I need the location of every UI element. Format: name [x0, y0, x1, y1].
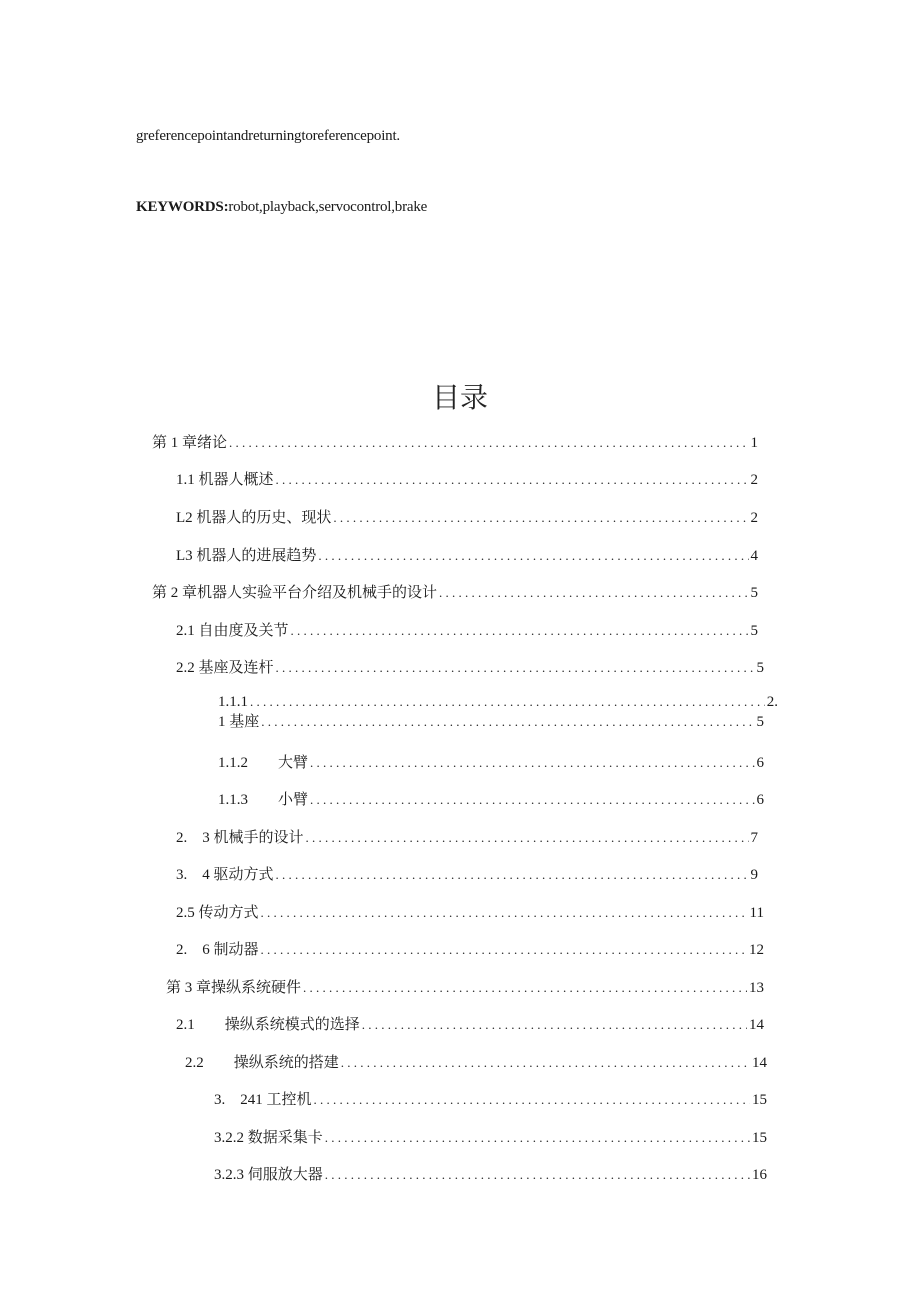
toc-entry-label: L3 机器人的进展趋势: [176, 548, 317, 564]
toc-entry[interactable]: [214, 1088, 767, 1109]
toc-entry-label: 2.5 传动方式: [176, 905, 259, 921]
toc-entry[interactable]: [176, 544, 758, 565]
keywords-line: [136, 199, 427, 216]
toc-entry[interactable]: [214, 1126, 767, 1147]
toc-entry-page: 14: [749, 1017, 764, 1033]
toc-leader: [318, 548, 748, 564]
toc-entry-page: 2: [750, 510, 758, 526]
toc-entry[interactable]: [176, 938, 764, 959]
toc-entry-page: 5: [750, 623, 758, 639]
toc-entry-label: 2. 6 制动器: [176, 942, 259, 958]
toc-entry[interactable]: [218, 788, 764, 809]
toc-entry[interactable]: [176, 863, 758, 884]
toc-entry-page: 1: [750, 435, 758, 451]
toc-entry-label: 2.2 基座及连杆: [176, 660, 274, 676]
keywords-label: KEYWORDS:: [136, 199, 229, 215]
toc-title: 目录: [431, 381, 488, 414]
toc-entry[interactable]: [185, 1051, 767, 1072]
toc-leader: [362, 1017, 747, 1033]
toc-entry-label: 1.1.3 小臂: [218, 792, 309, 808]
toc-entry[interactable]: [176, 826, 758, 847]
toc-entry-page: 13: [749, 980, 764, 996]
toc-leader: [341, 1055, 750, 1071]
toc-entry[interactable]: [214, 1163, 767, 1184]
toc-entry-wrapped[interactable]: [218, 692, 778, 732]
toc-entry-label: 第 3 章操纵系统硬件: [166, 980, 302, 996]
toc-entry-page: 6: [756, 792, 764, 808]
toc-entry-label: 2. 3 机械手的设计: [176, 830, 304, 846]
toc-leader: [325, 1130, 750, 1146]
toc-entry-page: 5: [756, 660, 764, 676]
toc-entry-page: 14: [752, 1055, 767, 1071]
toc-leader: [325, 1167, 750, 1183]
toc-entry[interactable]: [176, 1013, 764, 1034]
toc-entry-label: 1.1.2 大臂: [218, 755, 309, 771]
toc-entry-label: 2.1 操纵系统模式的选择: [176, 1017, 360, 1033]
toc-entry-page: 7: [750, 830, 758, 846]
toc-entry-page: 15: [752, 1130, 767, 1146]
abstract-tail-text: greferencepointandreturningtoreferencepoint.: [136, 128, 400, 144]
toc-entry-label: 第 2 章机器人实验平台介绍及机械手的设计: [152, 585, 438, 601]
toc-entry-page: 2: [750, 472, 758, 488]
toc-entry[interactable]: [176, 506, 758, 527]
toc-leader: [439, 585, 748, 601]
toc-leader: [306, 830, 749, 846]
toc-entry-label: 2.2 操纵系统的搭建: [185, 1055, 339, 1071]
toc-entry-label: 1.1.1: [218, 694, 248, 710]
toc-leader: [261, 942, 747, 958]
toc-entry-page: 11: [749, 905, 764, 921]
toc-entry[interactable]: [152, 581, 758, 602]
toc-leader: [276, 660, 755, 676]
toc-leader: [310, 792, 754, 808]
toc-leader: [261, 712, 754, 732]
toc-entry-label: 1.1 机器人概述: [176, 472, 274, 488]
toc-leader: [229, 435, 748, 451]
toc-leader: [333, 510, 748, 526]
toc-entry[interactable]: [176, 656, 764, 677]
toc-entry-page: 2.: [766, 694, 778, 710]
toc-entry-label: 3.2.3 伺服放大器: [214, 1167, 323, 1183]
toc-entry-label: 第 1 章绪论: [152, 435, 228, 451]
toc-entry-page: 5: [756, 714, 764, 730]
toc-entry[interactable]: [176, 468, 758, 489]
keywords-value: robot,playback,servocontrol,brake: [228, 199, 428, 215]
toc-entry-label: 1 基座: [218, 714, 260, 730]
toc-entry[interactable]: [176, 619, 758, 640]
toc-leader: [276, 472, 749, 488]
toc-entry[interactable]: [176, 901, 764, 922]
toc-leader: [261, 905, 748, 921]
toc-leader: [250, 692, 765, 712]
toc-entry-page: 16: [752, 1167, 767, 1183]
toc-entry-label: 3.2.2 数据采集卡: [214, 1130, 323, 1146]
toc-entry-page: 9: [750, 867, 758, 883]
toc-leader: [310, 755, 754, 771]
toc-entry[interactable]: [218, 751, 764, 772]
toc-entry-page: 6: [756, 755, 764, 771]
toc-entry-page: 4: [750, 548, 758, 564]
toc-entry[interactable]: [166, 976, 764, 997]
toc-leader: [276, 867, 749, 883]
toc-entry-page: 15: [752, 1092, 767, 1108]
toc-entry-label: 2.1 自由度及关节: [176, 623, 289, 639]
toc-leader: [303, 980, 747, 996]
toc-leader: [314, 1092, 750, 1108]
toc-entry[interactable]: [152, 431, 758, 452]
toc-entry-label: L2 机器人的历史、现状: [176, 510, 332, 526]
toc-entry-page: 12: [749, 942, 764, 958]
toc-leader: [291, 623, 749, 639]
toc-entry-page: 5: [750, 585, 758, 601]
toc-entry-label: 3. 241 工控机: [214, 1092, 312, 1108]
toc-entry-label: 3. 4 驱动方式: [176, 867, 274, 883]
